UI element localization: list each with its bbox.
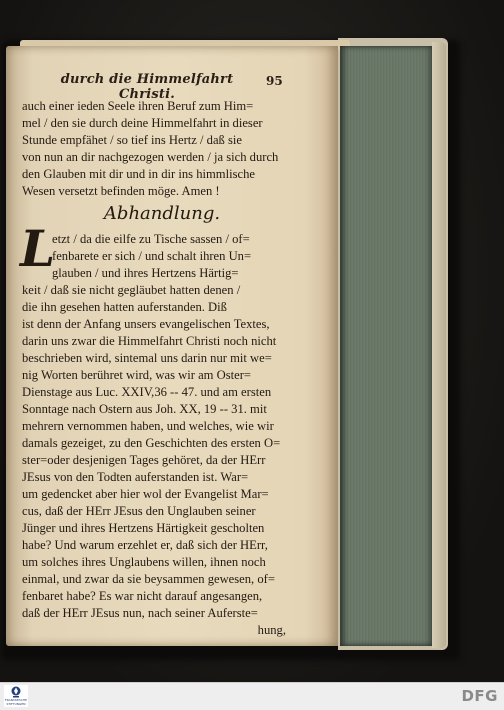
paragraph-main <box>22 231 316 639</box>
drop-cap: L <box>20 219 56 278</box>
text-line: ster=oder desjenigen Tages gehöret, da der HErr <box>22 453 266 467</box>
text-line: um solches ihres Unglaubens willen, ihnen noch <box>22 555 266 569</box>
text-line: Wesen versetzt befinden möge. Amen ! <box>22 184 220 198</box>
logo-caption: FRANCKESCHE STIFTUNGEN <box>4 698 28 706</box>
text-line: cus, daß der HErr JEsus den Unglauben seiner <box>22 504 256 518</box>
book-cover-edge <box>432 42 446 648</box>
text-line: Sonntage nach Ostern aus Joh. XX, 19 -- 31. mit <box>22 402 267 416</box>
institution-emblem-icon <box>4 685 28 699</box>
text-line: mehrern vernommen haben, und welches, wie wir <box>22 419 274 433</box>
text-line: nig Worten berühret wird, was wir am Oster= <box>22 368 251 382</box>
text-line: hung, <box>257 623 286 637</box>
running-head: durch die Himmelfahrt Christi. <box>60 72 234 102</box>
text-line: ist denn der Anfang unsers evangelischen Textes, <box>22 317 270 331</box>
text-line: Dienstage aus Luc. XXIV,36 -- 47. und am ersten <box>22 385 272 399</box>
text-line: beschrieben wird, sintemal uns darin nur mit we= <box>22 351 272 365</box>
text-line: mel / den sie durch deine Himmelfahrt in dieser <box>22 116 263 130</box>
text-line: den Glauben mit dir und in dir ins himmlische <box>22 167 255 181</box>
text-line: etzt / da die eilfe zu Tische sassen / of= <box>52 232 250 246</box>
dfg-logo[interactable]: DFG <box>461 687 498 705</box>
section-heading: Abhandlung. <box>103 203 221 224</box>
text-line: Jünger und ihres Hertzens Härtigkeit gescholten <box>22 521 265 535</box>
text-line: glauben / und ihres Hertzens Härtig= <box>52 266 239 280</box>
text-line: um gedencket aber hier wol der Evangelist Mar= <box>22 487 269 501</box>
text-line: von nun an dir nachgezogen werden / ja sich durch <box>22 150 279 164</box>
text-line: auch einer ieden Seele ihren Beruf zum Him= <box>22 99 254 113</box>
text-line: die ihn gesehen hatten auferstanden. Diß <box>22 300 227 314</box>
text-line: damals gezeiget, zu den Geschichten des ersten O= <box>22 436 281 450</box>
text-line: einmal, und zwar da sie beysammen gewesen, of= <box>22 572 275 586</box>
page-number: 95 <box>266 74 283 88</box>
text-line: fenbaret habe? Es war nicht darauf angesangen, <box>22 589 263 603</box>
book-fore-edge <box>340 46 432 646</box>
viewer-footer <box>0 682 504 710</box>
text-line: daß der HErr JEsus nun, nach seiner Auferste= <box>22 606 258 620</box>
text-line: darin uns zwar die Himmelfahrt Christi noch nicht <box>22 334 277 348</box>
franckesche-stiftungen-logo[interactable] <box>4 685 28 707</box>
text-line: Stunde empfähet / so tief ins Hertz / daß sie <box>22 133 242 147</box>
text-line: fenbarete er sich / und schalt ihren Un= <box>52 249 252 263</box>
text-line: habe? Und warum erzehlet er, daß sich der HErr, <box>22 538 268 552</box>
text-line: keit / daß sie nicht gegläubet hatten denen / <box>22 283 241 297</box>
paragraph-intro <box>22 98 316 200</box>
text-line: JEsus von den Todten auferstanden ist. War= <box>22 470 249 484</box>
